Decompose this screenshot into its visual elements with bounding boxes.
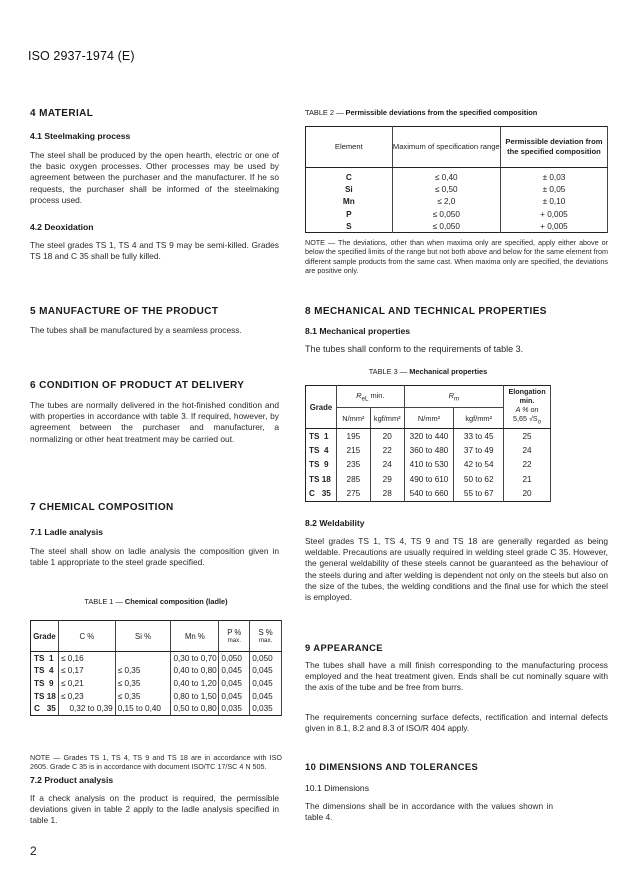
col-permissible-deviation: Permissible deviation from the specified composition [500, 127, 607, 168]
page-number: 2 [30, 844, 37, 858]
col-rm: $R_m$ [404, 386, 503, 408]
col-grade: Grade [306, 386, 337, 429]
col-grade: Grade [31, 621, 59, 652]
section-8-1-text: The tubes shall conform to the requirements of table 3. [305, 344, 524, 354]
col-mn: Mn % [171, 621, 219, 652]
col-rel-min: $R_{eL}$ min. [336, 386, 404, 408]
table-row: P ≤ 0,050 + 0,005 [306, 208, 608, 220]
table-row: TS 18 ≤ 0,23 ≤ 0,35 0,80 to 1,50 0,045 0,045 [31, 690, 282, 703]
table-row: TS 9 ≤ 0,21 ≤ 0,35 0,40 to 1,20 0,045 0,045 [31, 677, 282, 690]
table-3-caption: TABLE 3 — Mechanical properties [368, 367, 488, 376]
table-row: TS 1 ≤ 0,16 0,30 to 0,70 0,050 0,050 [31, 652, 282, 665]
table-row: TS 9 235 24 410 to 530 42 to 54 22 [306, 458, 551, 472]
section-7-title: 7 CHEMICAL COMPOSITION [30, 502, 174, 513]
section-4-2-title: 4.2 Deoxidation [30, 222, 94, 232]
section-4-title: 4 MATERIAL [30, 108, 94, 119]
section-4-2-text: The steel grades TS 1, TS 4 and TS 9 may be semi-killed. Grades TS 18 and C 35 shall be fully killed. [30, 240, 279, 262]
section-7-2-text: If a check analysis on the product is required, the permissible deviations given in table 2 apply to the ladle analysis specified in table 1. [30, 793, 279, 826]
table-3-mechanical-properties [305, 385, 551, 502]
table-row: Mn ≤ 2,0 ± 0,10 [306, 196, 608, 208]
section-7-2-title: 7.2 Product analysis [30, 775, 114, 785]
col-rel-n-mm2: N/mm² [336, 408, 370, 429]
table-row: TS 18 285 29 490 to 610 50 to 62 21 [306, 472, 551, 486]
col-elongation: Elongation min. A % on 5,65 $√S_o$ [504, 386, 551, 429]
section-9-text-1: The tubes shall have a mill finish corresponding to the manufacturing process employed and the heat treatment given. Ends shall be cut nominally square with the axis of the tube and be free from burrs. [305, 660, 608, 693]
table-2-note: NOTE — The deviations, other than when maxima only are specified, apply either above or below the specified limits of the range but not both above and below for the same element from different sample products from the same cast. When maxima only are specified, the deviations are positive only. [305, 238, 608, 276]
table-1-note: NOTE — Grades TS 1, TS 4, TS 9 and TS 18 are in accordance with ISO 2605. Grade C 35 is in accordance with document ISO/TC 17/SC 4 N 505. [30, 753, 282, 772]
col-element: Element [306, 127, 393, 168]
section-10-title: 10 DIMENSIONS AND TOLERANCES [305, 761, 479, 772]
table-row: TS 4 215 22 360 to 480 37 to 49 24 [306, 443, 551, 457]
table-row: TS 4 ≤ 0,17 ≤ 0,35 0,40 to 0,80 0,045 0,045 [31, 665, 282, 678]
section-8-2-title: 8.2 Weldability [305, 518, 365, 528]
section-7-1-text: The steel shall show on ladle analysis the composition given in table 1 appropriate to the steel grade specified. [30, 546, 279, 568]
section-9-title: 9 APPEARANCE [305, 642, 383, 653]
col-p: P % max. [219, 621, 250, 652]
section-10-1-title: 10.1 Dimensions [305, 783, 370, 793]
table-row: S ≤ 0,050 + 0,005 [306, 220, 608, 233]
table-2-caption: TABLE 2 — Permissible deviations from the specified composition [305, 108, 538, 117]
table-1-caption: TABLE 1 — Chemical composition (ladle) [84, 597, 228, 606]
section-8-1-title: 8.1 Mechanical properties [305, 326, 411, 336]
section-10-1-text: The dimensions shall be in accordance with the values shown in table 4. [305, 801, 553, 823]
section-9-text-2: The requirements concerning surface defects, rectification and internal defects given in 8.1, 8.2 and 8.3 of ISO/R 404 apply. [305, 712, 608, 734]
table-row: C 35 0,32 to 0,39 0,15 to 0,40 0,50 to 0,80 0,035 0,035 [31, 702, 282, 715]
section-4-1-text: The steel shall be produced by the open hearth, electric or one of the basic oxygen processes. Other processes may be used by agreement between the purchaser and the manufacturer. If he so requests, the purchaser shall be informed of the steelmaking process used. [30, 150, 279, 205]
col-rel-kgf-mm2: kgf/mm² [370, 408, 404, 429]
col-si: Si % [115, 621, 171, 652]
col-rm-kgf-mm2: kgf/mm² [454, 408, 504, 429]
table-row: Si ≤ 0,50 ± 0,05 [306, 183, 608, 195]
section-8-title: 8 MECHANICAL AND TECHNICAL PROPERTIES [305, 306, 547, 317]
col-rm-n-mm2: N/mm² [404, 408, 454, 429]
section-8-2-text: Steel grades TS 1, TS 4, TS 9 and TS 18 are generally regarded as being weldable. Precautions are usually required in welding steel grade C 35. However, the general weldability of these steels cannot be guaranteed as the behaviour of the steels during and after welding is dependent not only on the steels but also on the size of the tubes, the welding conditions and the final use for which the steel is employed. [305, 536, 608, 603]
table-2-permissible-deviations [305, 126, 608, 233]
table-row: C 35 275 28 540 to 660 55 to 67 20 [306, 487, 551, 502]
section-6-title: 6 CONDITION OF PRODUCT AT DELIVERY [30, 380, 245, 391]
section-5-title: 5 MANUFACTURE OF THE PRODUCT [30, 306, 219, 317]
section-7-1-title: 7.1 Ladle analysis [30, 527, 104, 537]
table-row: C ≤ 0,40 ± 0,03 [306, 168, 608, 184]
table-1-chemical-composition [30, 620, 282, 716]
table-row: TS 1 195 20 320 to 440 33 to 45 25 [306, 429, 551, 444]
section-5-text: The tubes shall be manufactured by a seamless process. [30, 325, 242, 335]
col-max-spec-range: Maximum of specification range [392, 127, 500, 168]
col-s: S % max. [250, 621, 282, 652]
section-4-1-title: 4.1 Steelmaking process [30, 131, 131, 141]
section-6-text: The tubes are normally delivered in the hot-finished condition and with properties in accordance with table 3. If required, however, by agreement between the purchaser and manufacturer, a normalizing or other heat treatment may be carried out. [30, 400, 279, 444]
col-c: C % [58, 621, 115, 652]
document-id: ISO 2937-1974 (E) [28, 49, 135, 63]
